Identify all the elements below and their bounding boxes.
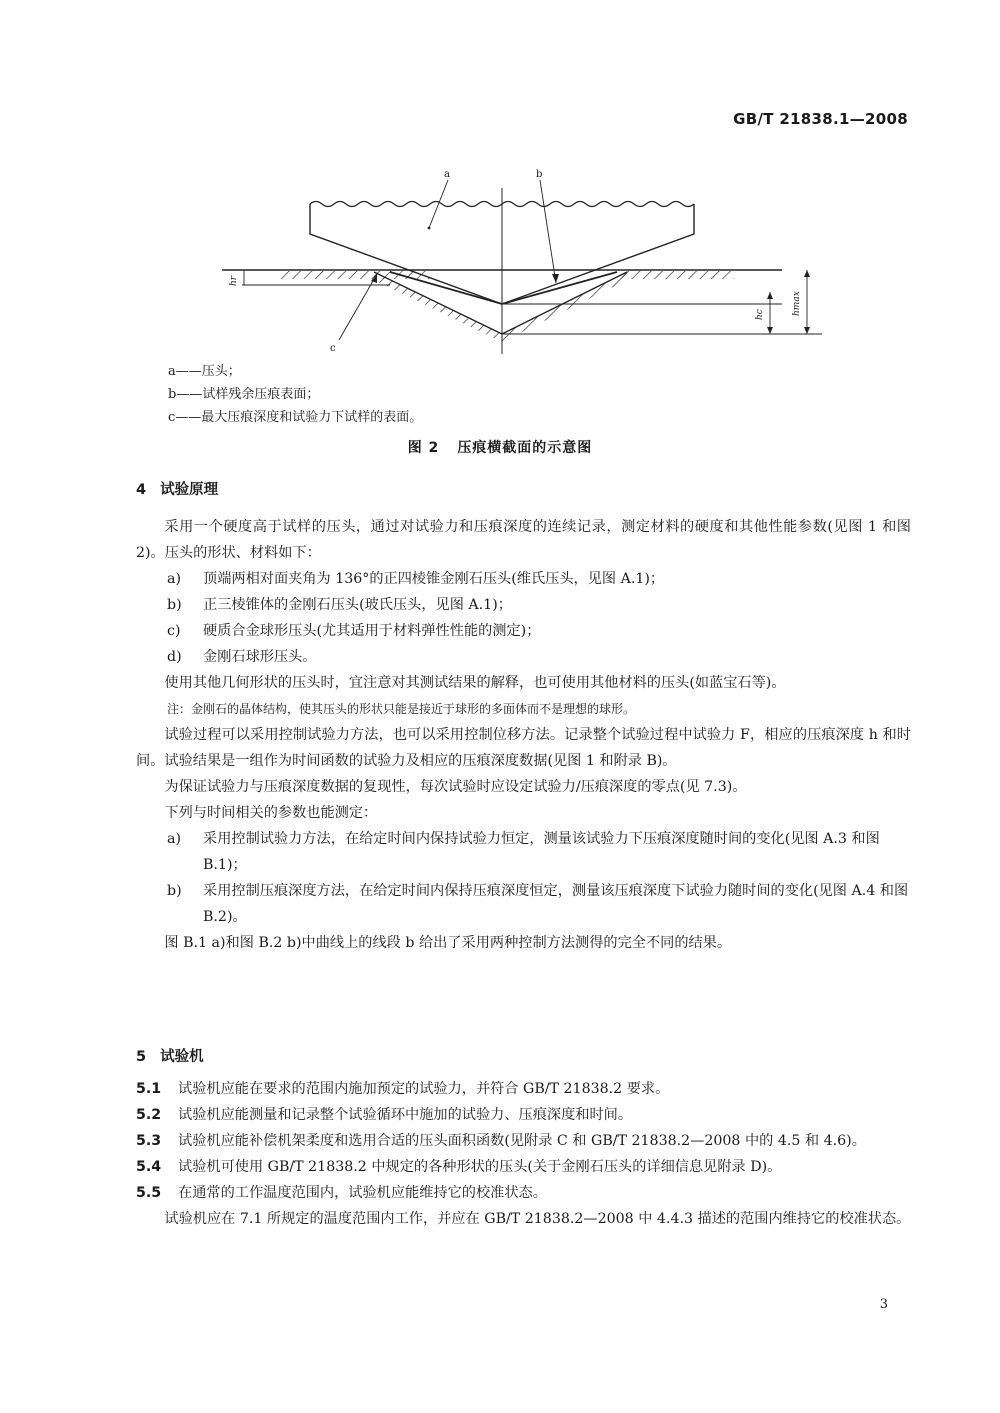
section-5-heading: 5 试验机 [136,1049,204,1065]
list-item: c) 硬质合金球形压头(尤其适用于材料弹性性能的测定)； [167,623,541,639]
page-number: 3 [879,1297,888,1312]
legend-item: b——试样残余压痕表面； [168,387,320,402]
clause: 5.3 试验机应能补偿机架柔度和选用合适的压头面积函数(见附录 C 和 GB/T 21838.2—2008 中的 4.5 和 4.6)。 [136,1133,866,1149]
label-b: b [536,169,543,180]
clause: 5.1 试验机应能在要求的范围内施加预定的试验力，并符合 GB/T 21838.2 要求。 [136,1081,670,1097]
paragraph: 使用其他几何形状的压头时，宜注意对其测试结果的解释，也可使用其他材料的压头(如蓝宝石等)。 [164,675,786,691]
section-4-body [136,514,911,956]
clause: 5.4 试验机可使用 GB/T 21838.2 中规定的各种形状的压头(关于金刚石压头的详细信息见附录 D)。 [136,1159,782,1175]
clause: 5.2 试验机应能测量和记录整个试验循环中施加的试验力、压痕深度和时间。 [136,1107,633,1123]
paragraph: 图 B.1 a)和图 B.2 b)中曲线上的线段 b 给出了采用两种控制方法测得的完全不同的结果。 [164,935,732,951]
list-item: a) 顶端两相对面夹角为 136°的正四棱锥金刚石压头(维氏压头，见图 A.1)； [167,571,665,587]
figure-caption [0,437,1000,457]
paragraph: 采用一个硬度高于试样的压头，通过对试验力和压痕深度的连续记录，测定材料的硬度和其他性能参数(见图 1 和图 2)。压头的形状、材料如下： [136,519,911,561]
list-item: a) 采用控制试验力方法，在给定时间内保持试验力恒定，测量该试验力下压痕深度随时间的变化(见图 A.3 和图 B.1)； [167,831,880,873]
label-hc: hc [755,309,765,320]
label-hmax: hmax [792,291,802,316]
paragraph: 下列与时间相关的参数也能测定： [164,805,378,821]
paragraph: 为保证试验力与压痕深度数据的复现性，每次试验时应设定试验力/压痕深度的零点(见 7.3)。 [164,779,747,795]
paragraph: 试验过程可以采用控制试验力方法，也可以采用控制位移方法。记录整个试验过程中试验力 F，相应的压痕深度 h 和时间。试验结果是一组作为时间函数的试验力及相应的压痕深度数据(见图 1 和附录 B)。 [136,727,911,769]
section-4-heading: 4 试验原理 [136,482,219,498]
list-item: b) 正三棱锥体的金刚石压头(玻氏压头，见图 A.1)； [167,597,512,613]
label-a: a [444,169,450,180]
figure-legend [168,360,422,429]
legend-item: c——最大压痕深度和试验力下试样的表面。 [168,410,423,425]
indentation-cross-section-figure [222,168,822,358]
list-item: b) 采用控制压痕深度方法，在给定时间内保持压痕深度恒定，测量该压痕深度下试验力随时间的变化(见图 A.4 和图 B.2)。 [167,883,909,925]
section-5-body [136,1076,911,1232]
standard-code: GB/T 21838.1—2008 [733,110,908,128]
figure-number: 图 2 [407,440,440,456]
figure-title: 压痕横截面的示意图 [457,440,593,456]
note: 注：金刚石的晶体结构，使其压头的形状只能是接近于球形的多面体而不是理想的球形。 [167,702,636,716]
clause: 5.5 在通常的工作温度范围内，试验机应能维持它的校准状态。 [136,1185,547,1201]
list-item: d) 金刚石球形压头。 [167,649,317,665]
legend-item: a——压头； [168,364,241,379]
label-hr: hr [229,275,239,286]
label-c: c [330,343,336,354]
paragraph: 试验机应在 7.1 所规定的温度范围内工作，并应在 GB/T 21838.2—2008 中 4.4.3 描述的范围内维持它的校准状态。 [164,1211,911,1227]
